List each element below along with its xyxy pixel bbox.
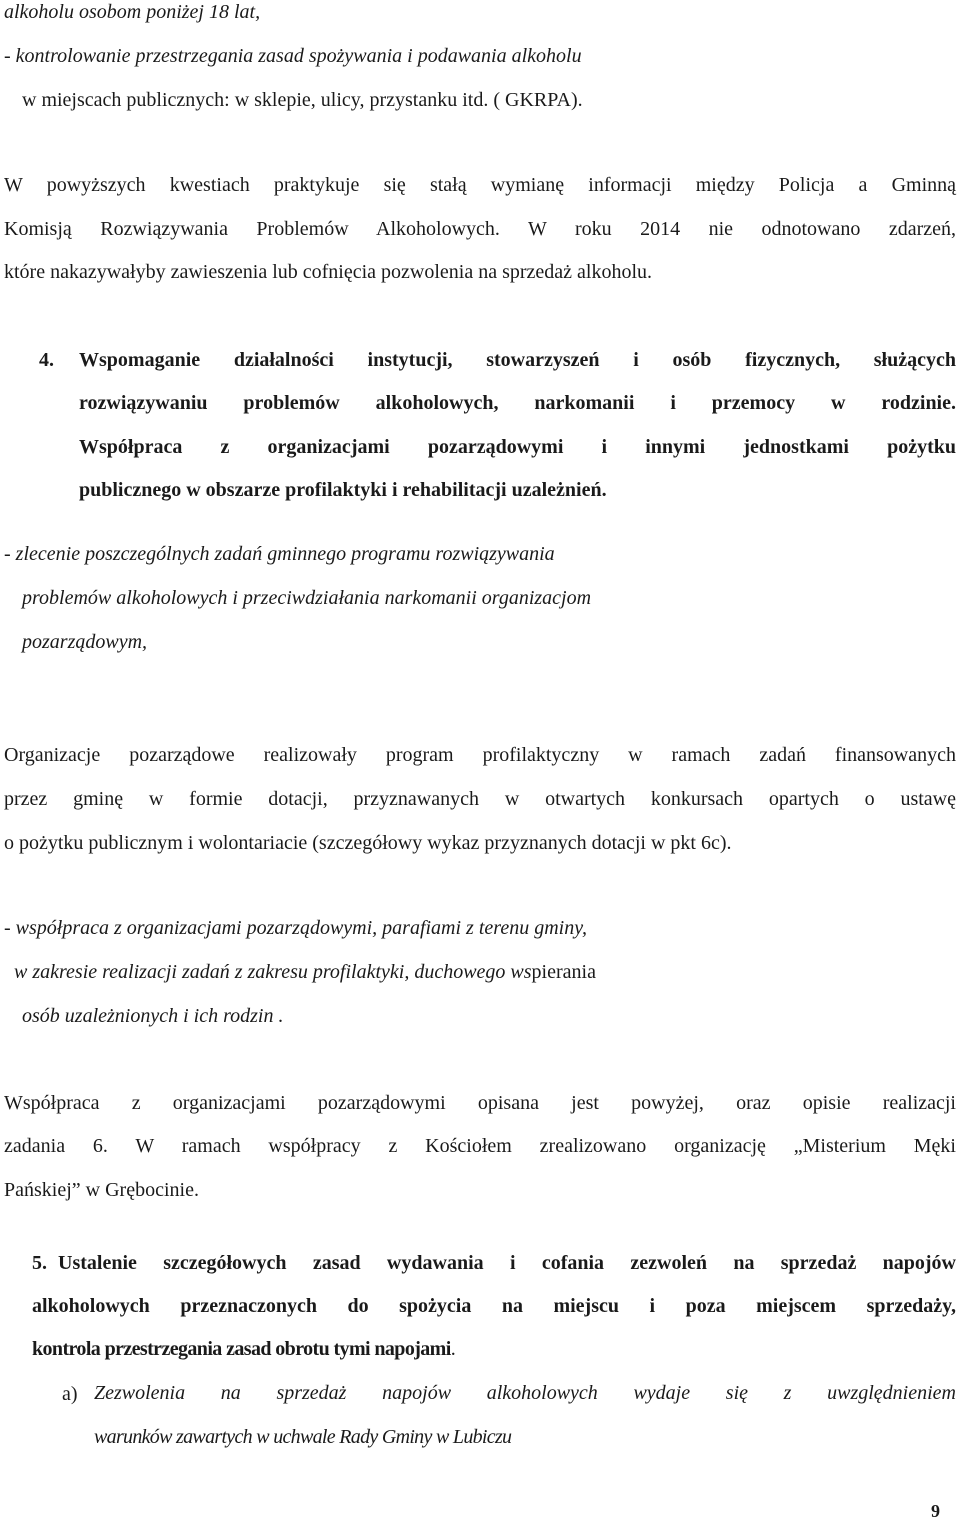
bullet-line: pozarządowym, [22,631,148,653]
paragraph-line: W powyższych kwestiach praktykuje się stałą wymianę informacji między Policja a Gminną [4,174,956,196]
section-heading-line: rozwiązywaniu problemów alkoholowych, narkomanii i przemocy w rodzinie. [79,392,956,414]
list-marker: a) [62,1383,78,1405]
section-heading-line: Wspomaganie działalności instytucji, stowarzyszeń i osób fizycznych, służących [79,349,956,371]
paragraph-line: o pożytku publicznym i wolontariacie (szczegółowy wykaz przyznanych dotacji w pkt 6c). [4,832,732,854]
paragraph-line: zadania 6. W ramach współpracy z Kościołem zrealizowano organizację „Misterium Męki [4,1135,956,1157]
section-heading-bold: kontrola przestrzegania zasad obrotu tymi napojami [32,1338,451,1360]
section-heading-line: Współpraca z organizacjami pozarządowymi i innymi jednostkami pożytku [79,436,956,458]
paragraph-line: Organizacje pozarządowe realizowały program profilaktyczny w ramach zadań finansowanych [4,744,956,766]
section-heading-line: alkoholowych przeznaczonych do spożycia na miejscu i poza miejscem sprzedaży, [32,1295,956,1317]
text-line: alkoholu osobom poniżej 18 lat, [4,1,261,23]
paragraph-line: które nakazywałyby zawieszenia lub cofnięcia pozwolenia na sprzedaż alkoholu. [4,261,653,283]
section-heading-line: publicznego w obszarze profilaktyki i rehabilitacji uzależnień. [79,479,607,501]
section-number: 4. [39,349,54,371]
section-heading-line [32,1339,456,1359]
bullet-line [14,962,596,982]
section-heading-period: . [450,1338,456,1360]
bullet-text-italic: w zakresie realizacji zadań z zakresu profilaktyki, duchowego ws [14,961,532,983]
bullet-text-regular: pierania [531,961,596,983]
paragraph-line: Współpraca z organizacjami pozarządowymi opisana jest powyżej, oraz opisie realizacji [4,1092,956,1114]
bullet-line: osób uzależnionych i ich rodzin . [22,1005,284,1027]
bullet-line: problemów alkoholowych i przeciwdziałania narkomanii organizacjom [22,587,592,609]
paragraph-line: Komisją Rozwiązywania Problemów Alkoholowych. W roku 2014 nie odnotowano zdarzeń, [4,218,956,240]
paragraph-line: Pańskiej” w Grębocinie. [4,1179,199,1201]
text-line: w miejscach publicznych: w sklepie, ulicy, przystanku itd. ( GKRPA). [22,89,583,111]
section-number: 5. [32,1252,47,1274]
bullet-line: - zlecenie poszczególnych zadań gminnego programu rozwiązywania [4,543,555,565]
text-line: - kontrolowanie przestrzegania zasad spożywania i podawania alkoholu [4,45,582,67]
list-item-line: warunków zawartych w uchwale Rady Gminy w Lubiczu [94,1426,512,1448]
list-item-line: Zezwolenia na sprzedaż napojów alkoholowych wydaje się z uwzględnieniem [94,1382,956,1404]
paragraph-line: przez gminę w formie dotacji, przyznawanych w otwartych konkursach opartych o ustawę [4,788,956,810]
bullet-line: - współpraca z organizacjami pozarządowymi, parafiami z terenu gminy, [4,917,587,939]
section-heading-line: Ustalenie szczegółowych zasad wydawania i cofania zezwoleń na sprzedaż napojów [58,1252,956,1274]
page-number: 9 [931,1501,940,1521]
